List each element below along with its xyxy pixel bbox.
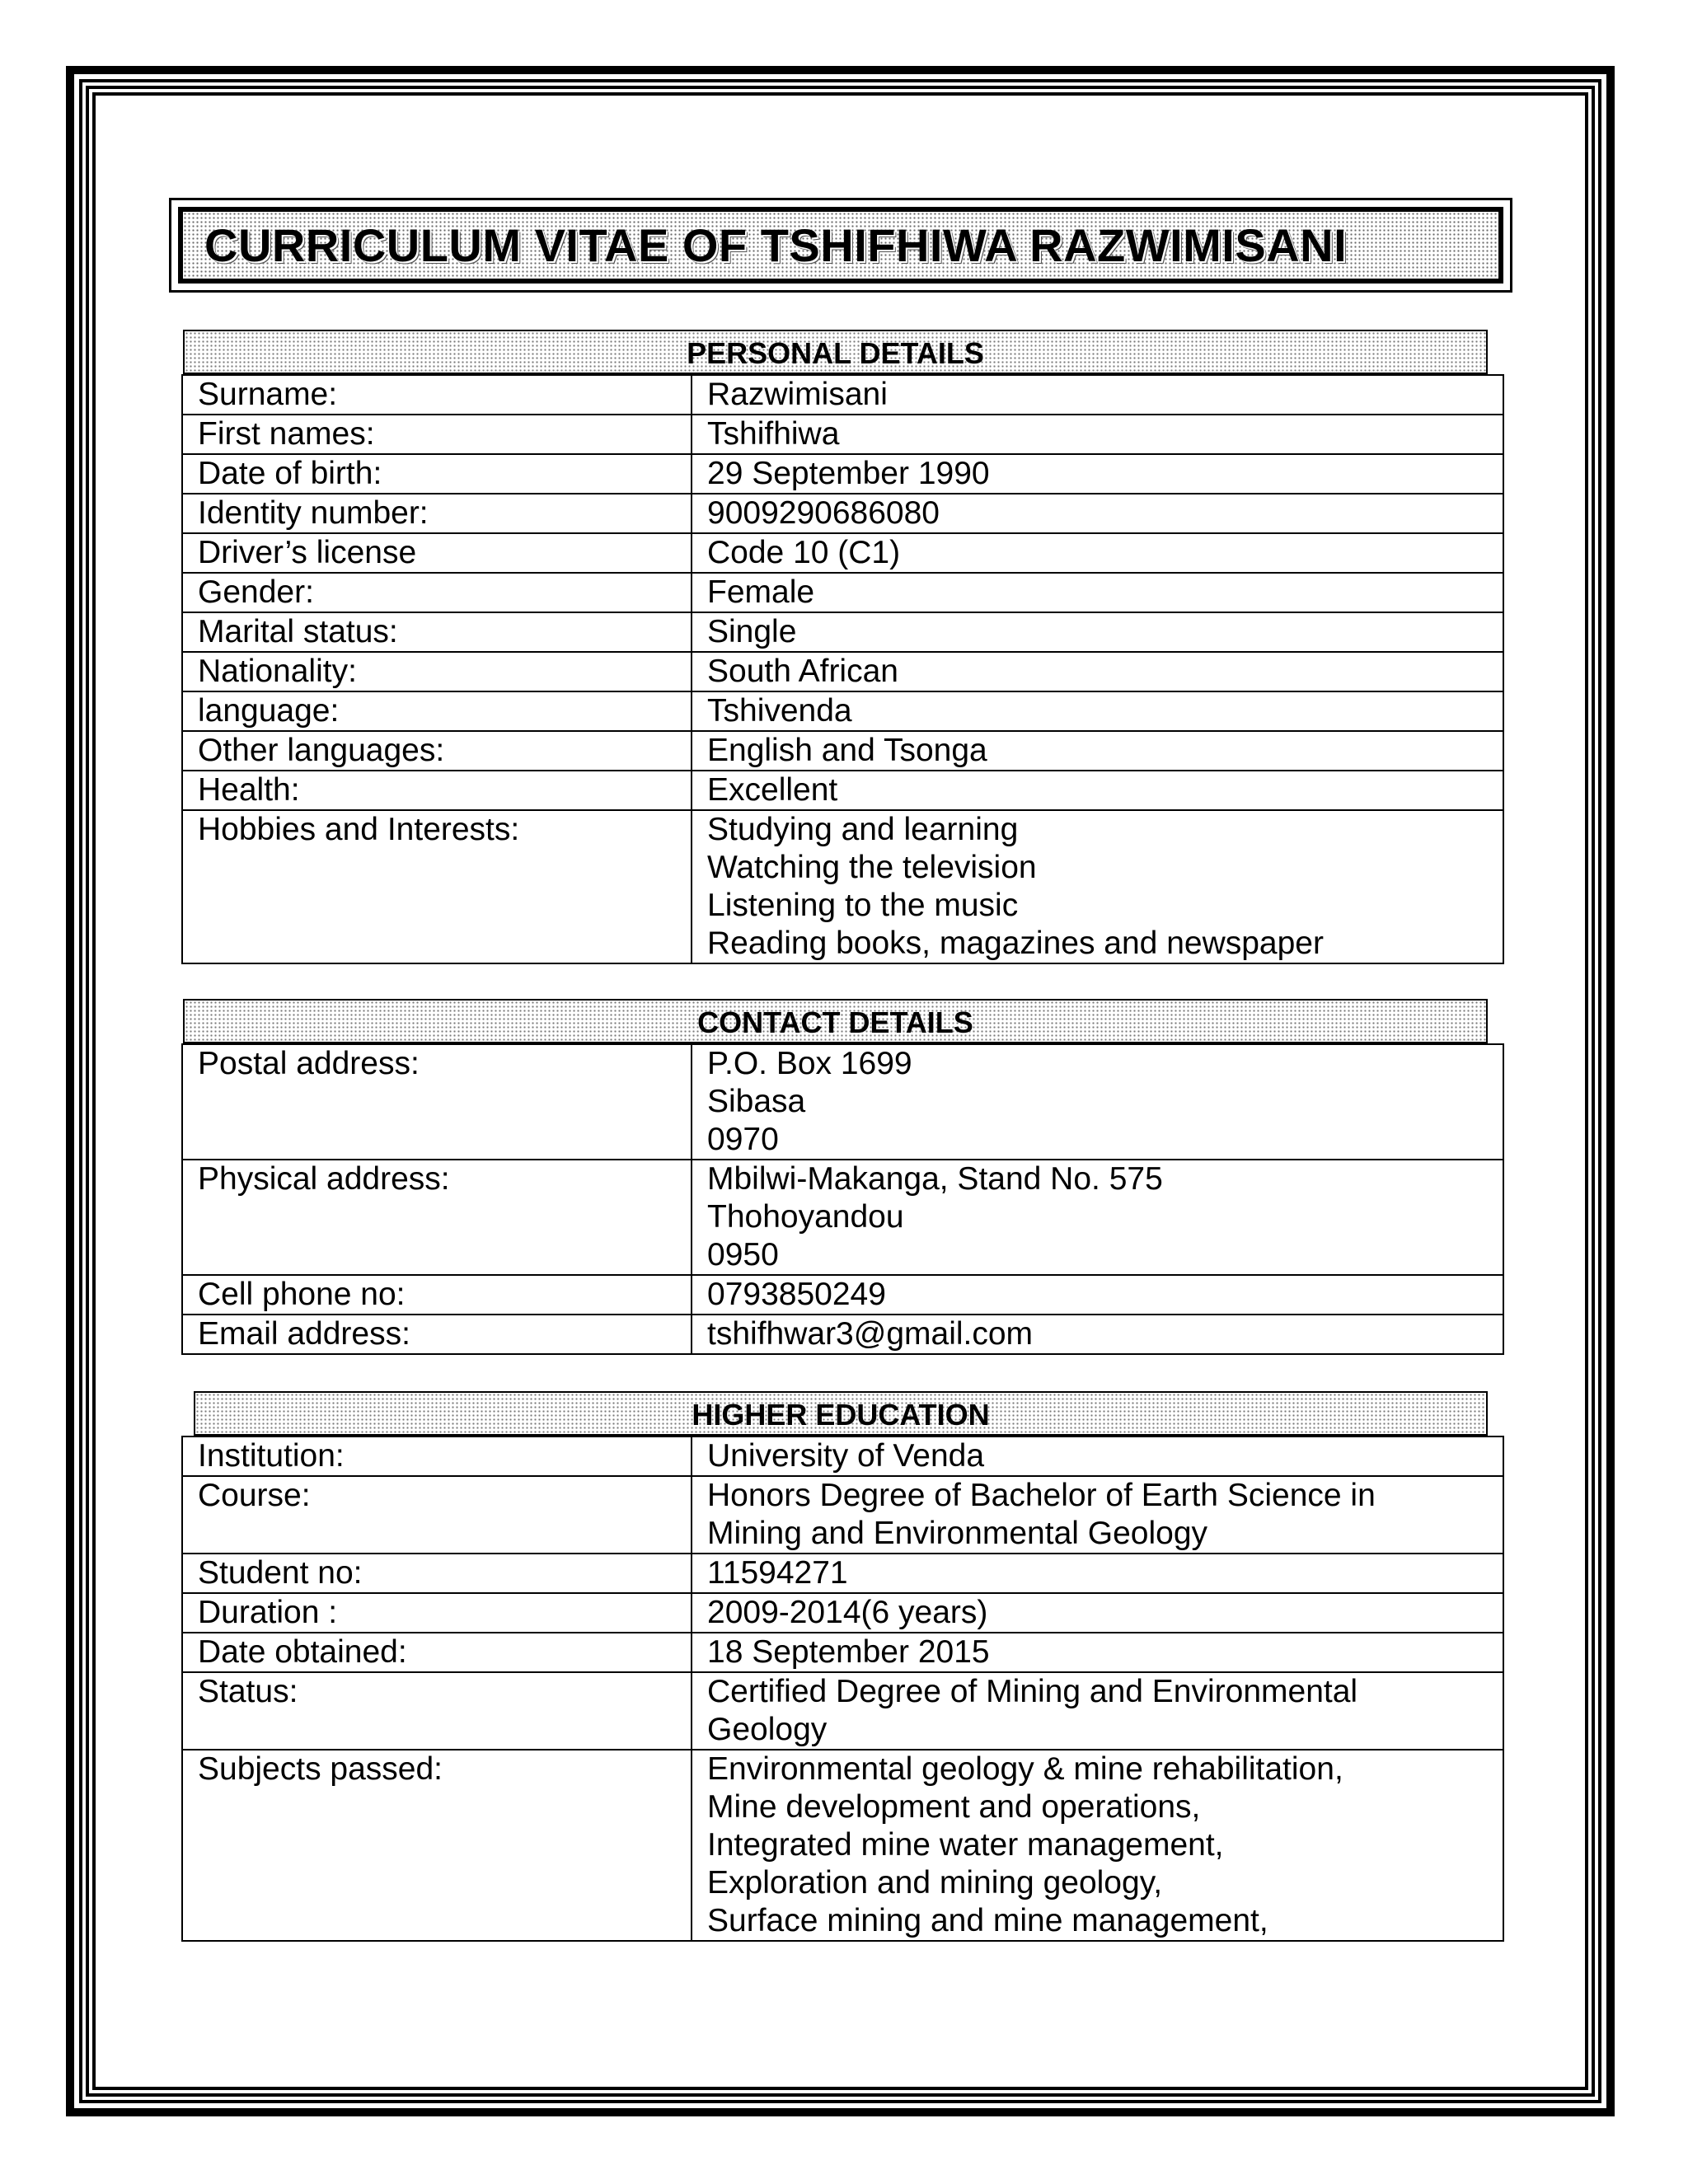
table-row [182, 415, 1503, 454]
field-value-line: Studying and learning [707, 812, 1019, 847]
field-value [692, 652, 1503, 691]
field-value-line: Mining and Environmental Geology [707, 1516, 1208, 1551]
table-row [182, 1315, 1503, 1354]
title-box [169, 198, 1512, 293]
field-value-line: Mine development and operations, [707, 1789, 1201, 1825]
table-row [182, 533, 1503, 573]
field-value-line: Excellent [707, 772, 838, 808]
field-label: Date of birth: [182, 454, 692, 494]
field-value-line: 29 September 1990 [707, 456, 990, 491]
field-value [692, 533, 1503, 573]
field-value-line: South African [707, 654, 898, 689]
table-row [182, 731, 1503, 771]
field-label: First names: [182, 415, 692, 454]
field-value [692, 1315, 1503, 1354]
field-label: Student no: [182, 1554, 692, 1593]
field-label: Identity number: [182, 494, 692, 533]
field-value-line: Listening to the music [707, 888, 1019, 923]
field-value [692, 1672, 1503, 1750]
field-value [692, 375, 1503, 415]
field-label: Gender: [182, 573, 692, 612]
table-row [182, 1554, 1503, 1593]
field-value [692, 1593, 1503, 1633]
field-value [692, 1044, 1503, 1160]
field-value-line: Reading books, magazines and newspaper [707, 926, 1324, 961]
field-value [692, 1554, 1503, 1593]
field-value-line: Thohoyandou [707, 1199, 904, 1235]
field-value [692, 1476, 1503, 1554]
field-label: Driver’s license [182, 533, 692, 573]
field-value-line: Razwimisani [707, 377, 888, 412]
table-row [182, 1672, 1503, 1750]
field-label: Physical address: [182, 1160, 692, 1275]
field-label: Email address: [182, 1315, 692, 1354]
field-value-line: P.O. Box 1699 [707, 1046, 912, 1081]
field-value-line: Surface mining and mine management, [707, 1903, 1268, 1938]
field-value-line: Female [707, 574, 815, 610]
table-row [182, 691, 1503, 731]
table-row [182, 652, 1503, 691]
field-value-line: Tshivenda [707, 693, 852, 729]
field-value [692, 1633, 1503, 1672]
contact-details-header: CONTACT DETAILS [183, 999, 1488, 1043]
field-value-line: 0793850249 [707, 1277, 886, 1312]
field-label: Nationality: [182, 652, 692, 691]
field-label: Course: [182, 1476, 692, 1554]
field-value-line: Environmental geology & mine rehabilitation, [707, 1751, 1343, 1787]
table-row [182, 1476, 1503, 1554]
field-label: Postal address: [182, 1044, 692, 1160]
field-value [692, 494, 1503, 533]
field-value [692, 1160, 1503, 1275]
field-value [692, 691, 1503, 731]
title-panel [178, 207, 1503, 284]
field-label: Date obtained: [182, 1633, 692, 1672]
field-value [692, 612, 1503, 652]
personal-details-table [181, 374, 1504, 964]
table-row [182, 1160, 1503, 1275]
field-label: Duration : [182, 1593, 692, 1633]
table-row [182, 1436, 1503, 1476]
field-label: Hobbies and Interests: [182, 810, 692, 963]
field-value-line: 0950 [707, 1237, 779, 1272]
higher-education-header: HIGHER EDUCATION [194, 1391, 1488, 1436]
personal-details-header: PERSONAL DETAILS [183, 330, 1488, 374]
field-label: Other languages: [182, 731, 692, 771]
table-row [182, 1593, 1503, 1633]
field-label: Surname: [182, 375, 692, 415]
field-value-line: 2009-2014(6 years) [707, 1595, 988, 1630]
field-value [692, 1275, 1503, 1315]
field-value-line: Sibasa [707, 1084, 806, 1119]
field-value-line: Mbilwi-Makanga, Stand No. 575 [707, 1161, 1163, 1197]
field-label: Subjects passed: [182, 1750, 692, 1941]
table-row [182, 1275, 1503, 1315]
field-value-line: Geology [707, 1712, 828, 1747]
table-row [182, 1044, 1503, 1160]
table-row [182, 1633, 1503, 1672]
contact-details-table [181, 1043, 1504, 1355]
field-value-line: University of Venda [707, 1438, 985, 1474]
table-row [182, 612, 1503, 652]
field-value [692, 573, 1503, 612]
field-value-line: Honors Degree of Bachelor of Earth Science in [707, 1478, 1376, 1513]
table-row [182, 375, 1503, 415]
field-value-line: Integrated mine water management, [707, 1827, 1224, 1863]
field-value [692, 771, 1503, 810]
field-value-line: Watching the television [707, 850, 1037, 885]
table-row [182, 573, 1503, 612]
field-value-line: English and Tsonga [707, 733, 987, 768]
field-value-line: Single [707, 614, 797, 649]
field-value-line: Certified Degree of Mining and Environmental [707, 1674, 1358, 1709]
field-value-line: 9009290686080 [707, 495, 940, 531]
table-row [182, 810, 1503, 963]
field-label: Cell phone no: [182, 1275, 692, 1315]
field-value-line: tshifhwar3@gmail.com [707, 1316, 1034, 1352]
field-label: Marital status: [182, 612, 692, 652]
field-value [692, 454, 1503, 494]
field-label: language: [182, 691, 692, 731]
field-label: Status: [182, 1672, 692, 1750]
table-row [182, 771, 1503, 810]
field-value [692, 731, 1503, 771]
field-value [692, 1436, 1503, 1476]
field-value-line: Exploration and mining geology, [707, 1865, 1163, 1900]
field-label: Health: [182, 771, 692, 810]
higher-education-table [181, 1436, 1504, 1942]
field-value [692, 1750, 1503, 1941]
table-row [182, 494, 1503, 533]
field-value [692, 415, 1503, 454]
field-value-line: 18 September 2015 [707, 1634, 990, 1670]
table-row [182, 454, 1503, 494]
field-value-line: 11594271 [707, 1555, 848, 1591]
table-row [182, 1750, 1503, 1941]
field-value [692, 810, 1503, 963]
field-label: Institution: [182, 1436, 692, 1476]
page-title: CURRICULUM VITAE OF TSHIFHIWA RAZWIMISANI [204, 219, 1348, 271]
field-value-line: Tshifhiwa [707, 416, 840, 452]
field-value-line: Code 10 (C1) [707, 535, 901, 570]
field-value-line: 0970 [707, 1122, 779, 1157]
